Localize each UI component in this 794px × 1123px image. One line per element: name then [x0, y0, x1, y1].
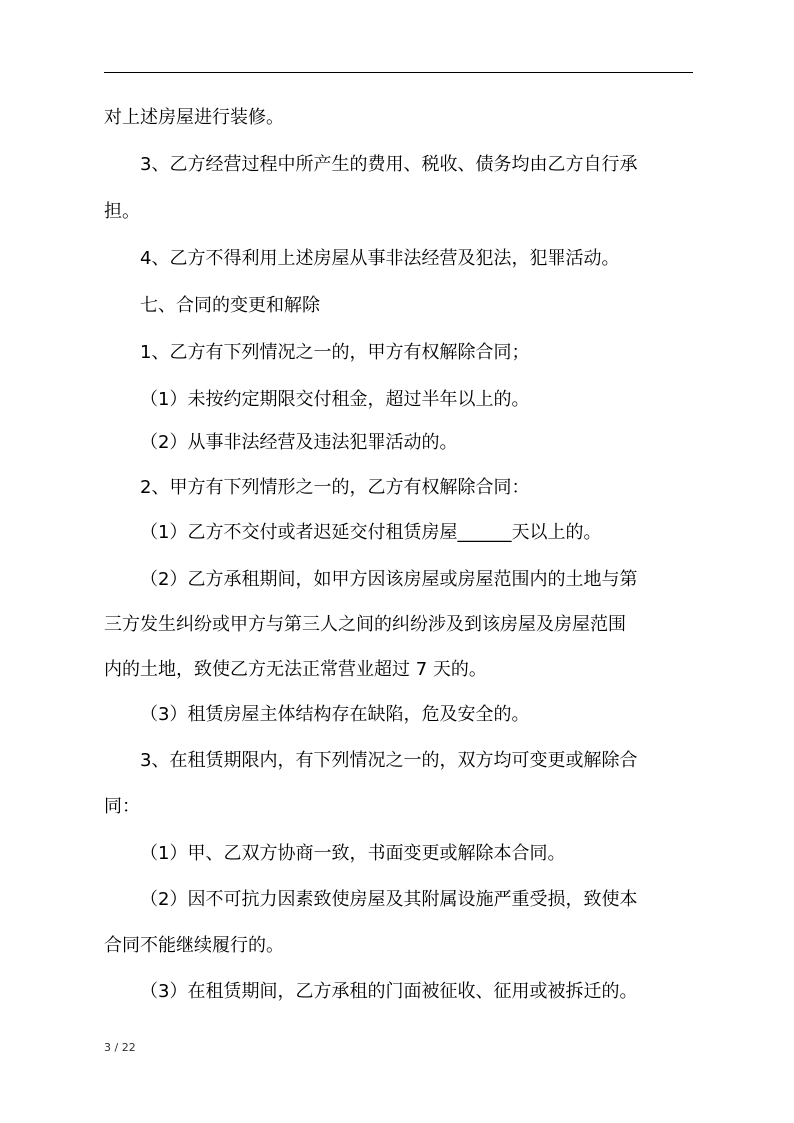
text-line: （1）甲、乙双方协商一致，书面变更或解除本合同。: [140, 843, 566, 864]
text-line: 担。: [104, 201, 140, 222]
text-line: 对上述房屋进行装修。: [104, 107, 284, 128]
text-line: （2）因不可抗力因素致使房屋及其附属设施严重受损，致使本: [140, 889, 638, 910]
text-line: 合同不能继续履行的。: [104, 935, 284, 956]
text-line: 3、在租赁期限内，有下列情况之一的，双方均可变更或解除合: [140, 750, 638, 771]
text-line: （2）从事非法经营及违法犯罪活动的。: [140, 432, 458, 453]
text-line: 同：: [104, 796, 140, 817]
text-line: （1）未按约定期限交付租金，超过半年以上的。: [140, 389, 530, 410]
text-line: 3、乙方经营过程中所产生的费用、税收、债务均由乙方自行承: [140, 154, 638, 175]
header-rule: [104, 72, 693, 73]
text-line: 2、甲方有下列情形之一的，乙方有权解除合同：: [140, 477, 530, 498]
text-line: （3）在租赁期间，乙方承租的门面被征收、征用或被拆迁的。: [140, 981, 638, 1002]
page-number: 3 / 22: [104, 1041, 136, 1054]
text-line: 内的土地，致使乙方无法正常营业超过 7 天的。: [104, 659, 487, 680]
text-line: （1）乙方不交付或者迟延交付租赁房屋______天以上的。: [140, 522, 602, 543]
text-line: 三方发生纠纷或甲方与第三人之间的纠纷涉及到该房屋及房屋范围: [104, 614, 626, 635]
text-line: 1、乙方有下列情况之一的，甲方有权解除合同；: [140, 342, 530, 363]
text-line: 4、乙方不得利用上述房屋从事非法经营及犯法，犯罪活动。: [140, 248, 620, 269]
text-line: （2）乙方承租期间，如甲方因该房屋或房屋范围内的土地与第: [140, 569, 638, 590]
text-line: （3）租赁房屋主体结构存在缺陷，危及安全的。: [140, 704, 530, 725]
section-heading: 七、合同的变更和解除: [140, 295, 320, 316]
